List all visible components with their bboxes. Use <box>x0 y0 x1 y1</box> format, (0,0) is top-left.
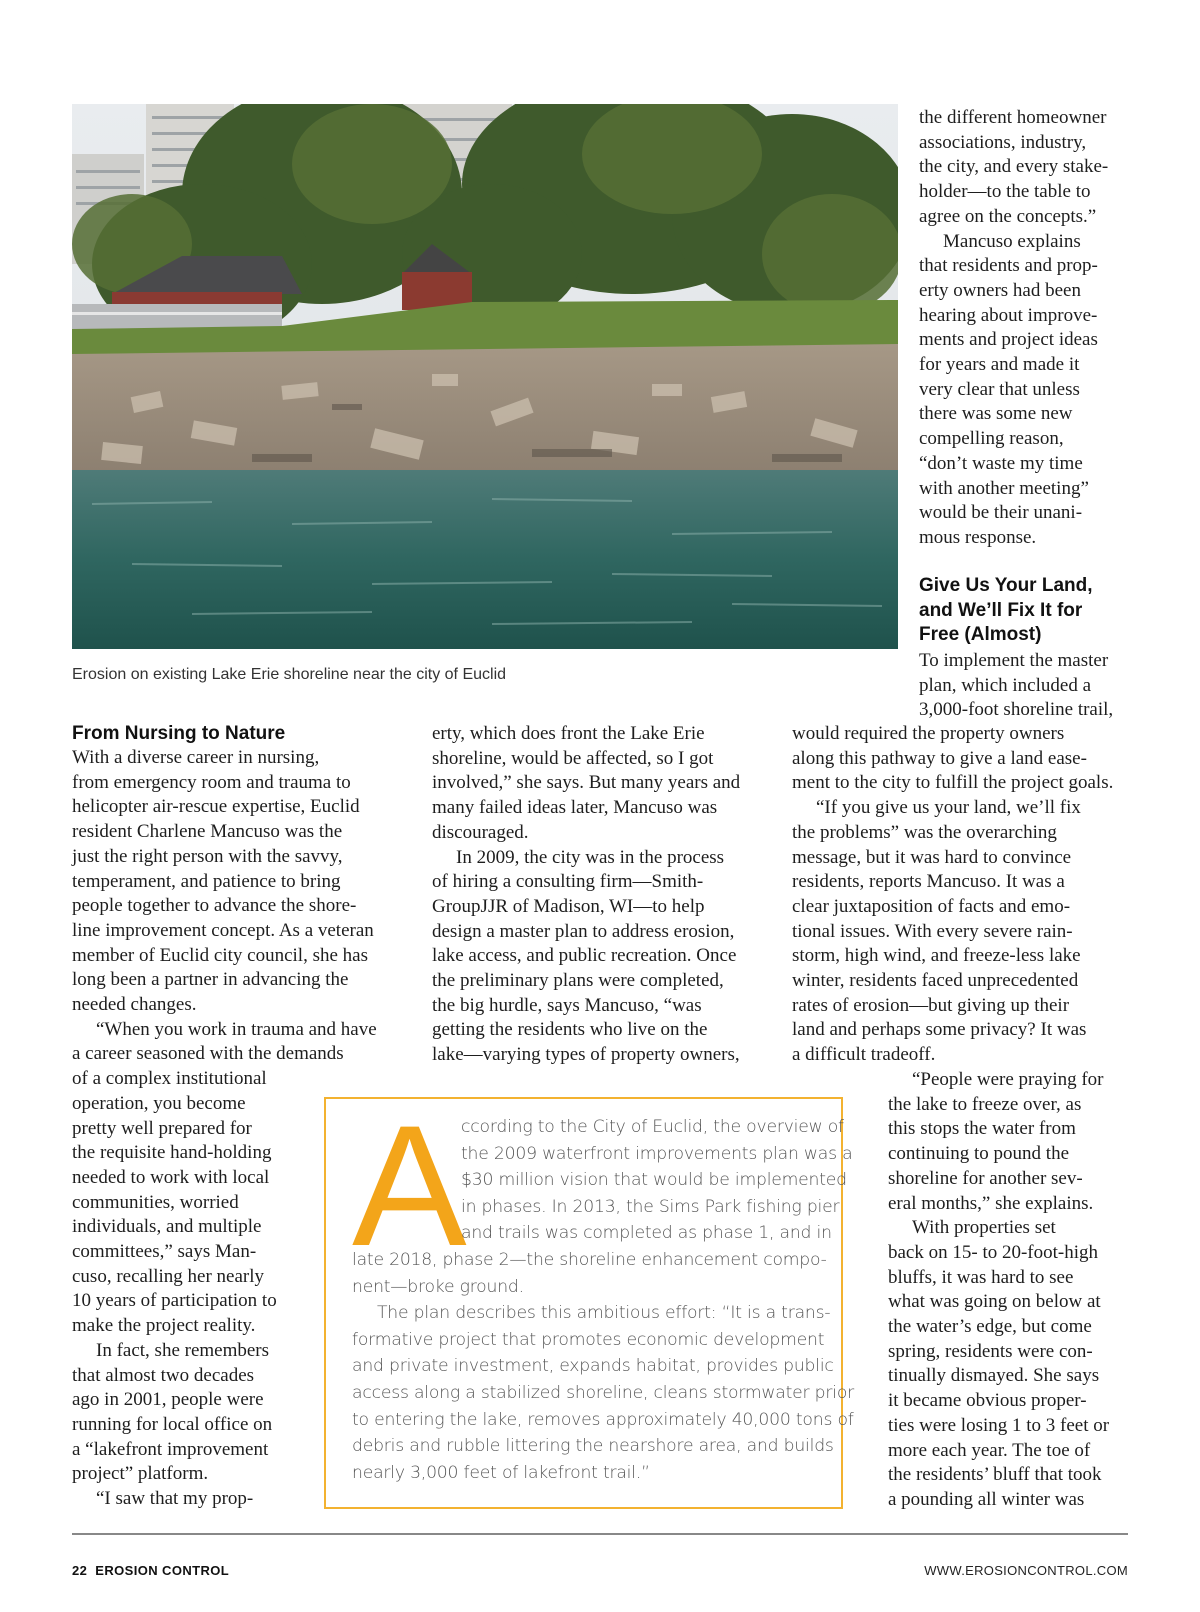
body-line: temperament, and patience to bring <box>72 870 341 892</box>
body-line: “People were praying for <box>912 1069 1104 1090</box>
body-line: agree on the concepts.” <box>919 205 1097 227</box>
body-line: “I saw that my prop- <box>96 1488 254 1510</box>
body-line: what was going on below at <box>888 1291 1101 1313</box>
body-line: tional issues. With every severe rain- <box>792 920 1073 942</box>
body-line: shoreline for another sev- <box>888 1167 1083 1189</box>
pull-quote-line: to entering the lake, removes approximately 40,000 tons of <box>352 1409 854 1430</box>
pull-quote-line: and trails was completed as phase 1, and in <box>461 1223 832 1244</box>
body-line: that residents and prop- <box>919 255 1098 277</box>
body-line: involved,” she says. But many years and <box>432 772 741 794</box>
pull-quote-line: nent—broke ground. <box>352 1276 524 1297</box>
body-line: operation, you become <box>72 1092 246 1114</box>
body-line: of hiring a consulting firm—Smith- <box>432 871 704 893</box>
body-line: design a master plan to address erosion, <box>432 920 735 942</box>
body-line: communities, worried <box>72 1191 239 1213</box>
body-line: member of Euclid city council, she has <box>72 944 368 966</box>
body-line: long been a partner in advancing the <box>72 969 349 991</box>
photo-caption: Erosion on existing Lake Erie shoreline near the city of Euclid <box>72 666 507 683</box>
body-line: many failed ideas later, Mancuso was <box>432 797 718 819</box>
body-line: lake—varying types of property owners, <box>432 1044 740 1066</box>
body-line: “If you give us your land, we’ll fix <box>816 797 1081 819</box>
heading-line: Give Us Your Land, <box>919 575 1093 596</box>
heading-line: and We’ll Fix It for <box>919 599 1083 621</box>
section-heading-nursing: From Nursing to Nature <box>72 723 286 744</box>
body-line: erty owners had been <box>919 279 1081 301</box>
pull-quote-body <box>352 1247 854 1486</box>
body-line: rates of erosion—but giving up their <box>792 994 1070 1016</box>
body-line: would be their unani- <box>919 502 1083 524</box>
body-line: of a complex institutional <box>72 1068 267 1090</box>
body-line: there was some new <box>919 403 1073 425</box>
body-line: storm, high wind, and freeze-less lake <box>792 945 1081 967</box>
drop-cap: A <box>352 1090 467 1282</box>
body-line: back on 15- to 20-foot-high <box>888 1241 1099 1263</box>
body-line: individuals, and multiple <box>72 1216 262 1238</box>
body-line: the lake to freeze over, as <box>888 1093 1082 1115</box>
right-top-after-heading <box>919 649 1113 723</box>
pull-quote-line: access along a stabilized shoreline, cleans stormwater prior <box>352 1382 854 1403</box>
body-line: ties were losing 1 to 3 feet or <box>888 1414 1110 1436</box>
body-line: hearing about improve- <box>919 304 1098 326</box>
publication-name: EROSION CONTROL <box>95 1563 230 1578</box>
body-line: a “lakefront improvement <box>72 1438 269 1460</box>
body-line: With a diverse career in nursing, <box>72 747 320 768</box>
body-line: holder—to the table to <box>919 181 1091 203</box>
body-line: residents, reports Mancuso. It was a <box>792 871 1065 893</box>
body-line: “When you work in trauma and have <box>96 1018 377 1040</box>
body-line: “don’t waste my time <box>919 452 1083 474</box>
body-line: running for local office on <box>72 1413 273 1435</box>
body-line: message, but it was hard to convince <box>792 846 1072 868</box>
body-line: line improvement concept. As a veteran <box>72 919 374 941</box>
pull-quote-line: formative project that promotes economic development <box>352 1329 825 1350</box>
body-line: 10 years of participation to <box>72 1290 277 1312</box>
body-line: just the right person with the savvy, <box>72 845 343 867</box>
body-line: a career seasoned with the demands <box>72 1043 344 1065</box>
body-line: plan, which included a <box>919 674 1092 696</box>
body-line: discouraged. <box>432 821 529 843</box>
body-line: the requisite hand-holding <box>72 1142 272 1164</box>
body-line: clear juxtaposition of facts and emo- <box>792 895 1071 917</box>
body-line: To implement the master <box>919 650 1109 671</box>
body-line: associations, industry, <box>919 131 1087 153</box>
body-line: spring, residents were con- <box>888 1340 1093 1362</box>
body-line: needed changes. <box>72 994 197 1016</box>
page-number: 22 <box>72 1563 88 1578</box>
body-line: continuing to pound the <box>888 1143 1070 1165</box>
pull-quote-line: the 2009 waterfront improvements plan was a <box>461 1143 853 1164</box>
body-line: needed to work with local <box>72 1166 270 1188</box>
shoreline-photo-image <box>72 104 898 649</box>
body-line: very clear that unless <box>919 378 1080 400</box>
body-line: it became obvious proper- <box>888 1390 1087 1412</box>
pull-quote-line: late 2018, phase 2—the shoreline enhancement compo- <box>352 1250 827 1270</box>
body-line: lake access, and public recreation. Once <box>432 945 737 967</box>
pull-quote-line: ccording to the City of Euclid, the overview of <box>461 1117 844 1137</box>
body-line: tinually dismayed. She says <box>888 1365 1100 1387</box>
pull-quote-line: debris and rubble littering the nearshore area, and builds <box>352 1436 834 1457</box>
body-line: eral months,” she explains. <box>888 1192 1094 1214</box>
pull-quote-beside-dropcap <box>461 1114 852 1247</box>
column-3-upper <box>792 722 1113 1068</box>
body-line: people together to advance the shore- <box>72 895 357 917</box>
body-line: the residents’ bluff that took <box>888 1464 1102 1486</box>
body-line: In fact, she remembers <box>96 1339 270 1361</box>
body-line: With properties set <box>912 1217 1056 1239</box>
footer-rule <box>72 1533 1128 1535</box>
body-line: the different homeowner <box>919 107 1107 128</box>
body-line: for years and made it <box>919 354 1080 376</box>
body-line: make the project reality. <box>72 1315 256 1337</box>
footer-url: WWW.EROSIONCONTROL.COM <box>924 1563 1128 1578</box>
body-line: In 2009, the city was in the process <box>456 846 725 868</box>
body-line: shoreline, would be affected, so I got <box>432 747 714 769</box>
body-line: the big hurdle, says Mancuso, “was <box>432 994 702 1016</box>
body-line: mous response. <box>919 526 1037 548</box>
body-line: the problems” was the overarching <box>792 821 1057 843</box>
body-line: the city, and every stake- <box>919 156 1109 178</box>
body-line: cuso, recalling her nearly <box>72 1265 265 1287</box>
body-line: a pounding all winter was <box>888 1488 1085 1510</box>
body-line: ago in 2001, people were <box>72 1389 264 1411</box>
pull-quote-line: nearly 3,000 feet of lakefront trail.” <box>352 1462 650 1483</box>
heading-line: Free (Almost) <box>919 624 1042 646</box>
body-line: pretty well prepared for <box>72 1117 252 1139</box>
body-line: land and perhaps some privacy? It was <box>792 1019 1087 1041</box>
body-line: compelling reason, <box>919 428 1064 450</box>
body-line: resident Charlene Mancuso was the <box>72 821 343 843</box>
body-line: bluffs, it was hard to see <box>888 1266 1074 1288</box>
pull-quote-line: in phases. In 2013, the Sims Park fishing pier <box>461 1196 840 1217</box>
pull-quote-line: $30 million vision that would be implemented <box>461 1170 847 1191</box>
body-line: getting the residents who live on the <box>432 1019 708 1041</box>
body-line: that almost two decades <box>72 1364 255 1386</box>
body-line: committees,” says Man- <box>72 1241 257 1263</box>
body-line: erty, which does front the Lake Erie <box>432 723 705 744</box>
body-line: helicopter air-rescue expertise, Euclid <box>72 796 360 818</box>
body-line: more each year. The toe of <box>888 1439 1091 1461</box>
body-line: project” platform. <box>72 1463 209 1485</box>
pull-quote-line: and private investment, expands habitat, provides public <box>352 1356 834 1377</box>
body-line: the water’s edge, but come <box>888 1316 1092 1338</box>
body-line: ments and project ideas <box>919 329 1098 351</box>
shoreline-photo <box>72 104 898 649</box>
right-top-column <box>919 106 1108 551</box>
body-line: ment to the city to fulfill the project goals. <box>792 772 1114 794</box>
body-line: Mancuso explains <box>943 230 1081 252</box>
column-2 <box>432 722 740 1068</box>
body-line: a difficult tradeoff. <box>792 1044 936 1066</box>
body-line: from emergency room and trauma to <box>72 771 351 793</box>
body-line: the preliminary plans were completed, <box>432 970 724 992</box>
body-line: would required the property owners <box>792 723 1065 744</box>
section-heading-land <box>919 574 1093 648</box>
column-3-lower <box>888 1068 1109 1513</box>
pull-quote-line: The plan describes this ambitious effort: “It is a trans- <box>377 1303 831 1324</box>
body-line: 3,000-foot shoreline trail, <box>919 699 1114 721</box>
body-line: along this pathway to give a land ease- <box>792 747 1087 769</box>
body-line: GroupJJR of Madison, WI—to help <box>432 895 705 917</box>
body-line: with another meeting” <box>919 477 1089 499</box>
body-line: winter, residents faced unprecedented <box>792 970 1079 992</box>
body-line: this stops the water from <box>888 1118 1076 1140</box>
footer-folio <box>72 1563 229 1578</box>
